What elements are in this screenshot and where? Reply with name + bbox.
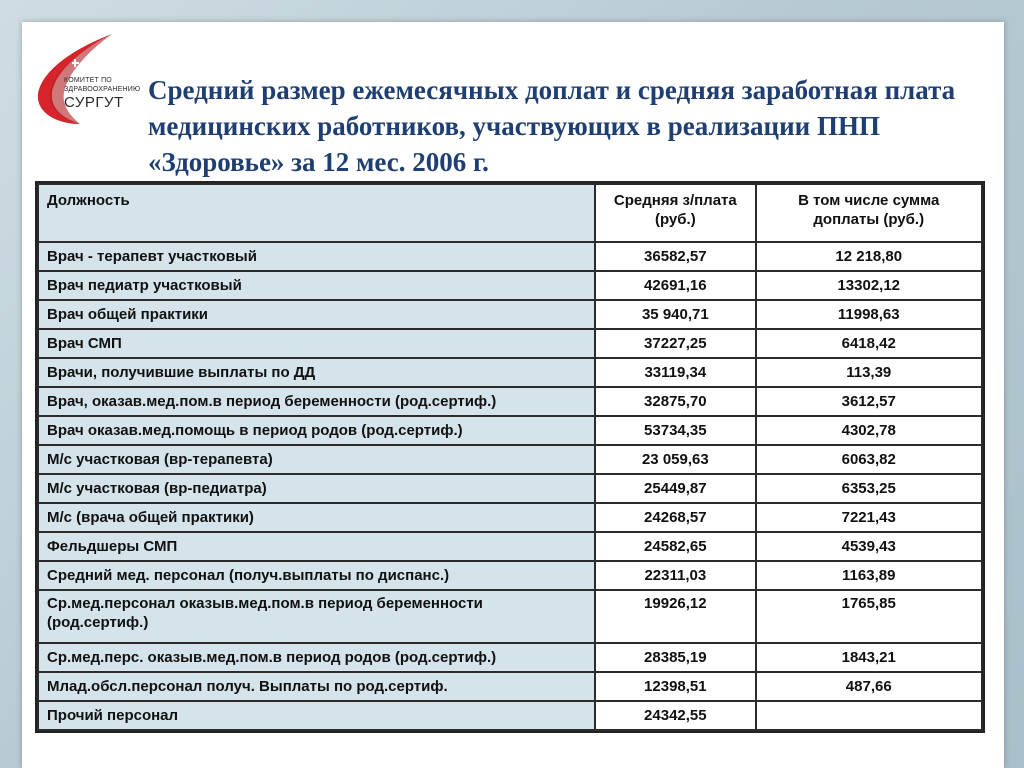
row-avg-salary: 24268,57 [595, 503, 755, 532]
row-avg-salary: 53734,35 [595, 416, 755, 445]
row-bonus: 4302,78 [756, 416, 983, 445]
row-bonus: 13302,12 [756, 271, 983, 300]
row-avg-salary: 12398,51 [595, 672, 755, 701]
table-row [38, 474, 982, 503]
row-position: Врачи, получившие выплаты по ДД [38, 358, 595, 387]
table-row [38, 416, 982, 445]
row-position: Врач, оказав.мед.пом.в период беременности (род.сертиф.) [38, 387, 595, 416]
row-bonus: 4539,43 [756, 532, 983, 561]
row-position: Врач общей практики [38, 300, 595, 329]
row-avg-salary: 36582,57 [595, 242, 755, 271]
table-header-row [38, 184, 982, 242]
row-bonus: 113,39 [756, 358, 983, 387]
row-position: Средний мед. персонал (получ.выплаты по диспанс.) [38, 561, 595, 590]
row-bonus [756, 701, 983, 730]
row-avg-salary: 42691,16 [595, 271, 755, 300]
row-avg-salary: 24582,65 [595, 532, 755, 561]
row-position: Млад.обсл.персонал получ. Выплаты по род.сертиф. [38, 672, 595, 701]
header-bonus: В том числе сумма доплаты (руб.) [756, 184, 983, 242]
table-row [38, 387, 982, 416]
row-position: Врач педиатр участковый [38, 271, 595, 300]
row-bonus: 7221,43 [756, 503, 983, 532]
row-position: Прочий персонал [38, 701, 595, 730]
table-row [38, 329, 982, 358]
row-position: М/с (врача общей практики) [38, 503, 595, 532]
table-row [38, 701, 982, 730]
page-title: Средний размер ежемесячных доплат и средняя заработная плата медицинских работников, участвующих в реализации ПНП «Здоровье» за 12 мес. 2006 г. [148, 75, 956, 177]
row-bonus: 487,66 [756, 672, 983, 701]
table-row [38, 503, 982, 532]
header-position: Должность [38, 184, 595, 242]
row-position: М/с участковая (вр-терапевта) [38, 445, 595, 474]
table-row [38, 643, 982, 672]
row-avg-salary: 19926,12 [595, 590, 755, 643]
row-avg-salary: 22311,03 [595, 561, 755, 590]
row-avg-salary: 28385,19 [595, 643, 755, 672]
row-bonus: 12 218,80 [756, 242, 983, 271]
row-avg-salary: 25449,87 [595, 474, 755, 503]
table-row [38, 590, 982, 643]
row-bonus: 11998,63 [756, 300, 983, 329]
row-bonus: 6418,42 [756, 329, 983, 358]
table-row [38, 358, 982, 387]
row-bonus: 1843,21 [756, 643, 983, 672]
table-row [38, 561, 982, 590]
row-position: Врач оказав.мед.помощь в период родов (род.сертиф.) [38, 416, 595, 445]
row-avg-salary: 24342,55 [595, 701, 755, 730]
table-row [38, 271, 982, 300]
row-avg-salary: 33119,34 [595, 358, 755, 387]
logo-line-2: ЗДРАВООХРАНЕНИЮ [64, 86, 141, 93]
row-bonus: 1765,85 [756, 590, 983, 643]
row-bonus: 6353,25 [756, 474, 983, 503]
row-position: Фельдшеры СМП [38, 532, 595, 561]
header-avg-salary: Средняя з/плата (руб.) [595, 184, 755, 242]
row-avg-salary: 23 059,63 [595, 445, 755, 474]
row-position: М/с участковая (вр-педиатра) [38, 474, 595, 503]
row-bonus: 6063,82 [756, 445, 983, 474]
row-position: Ср.мед.персонал оказыв.мед.пом.в период беременности (род.сертиф.) [38, 590, 595, 643]
table-row [38, 672, 982, 701]
salary-table [35, 181, 985, 733]
table-row [38, 445, 982, 474]
row-avg-salary: 37227,25 [595, 329, 755, 358]
logo-city: СУРГУТ [64, 94, 124, 111]
logo-text [64, 76, 140, 111]
row-avg-salary: 32875,70 [595, 387, 755, 416]
row-bonus: 1163,89 [756, 561, 983, 590]
logo-line-1: КОМИТЕТ ПО [64, 77, 112, 84]
row-avg-salary: 35 940,71 [595, 300, 755, 329]
row-position: Врач - терапевт участковый [38, 242, 595, 271]
row-bonus: 3612,57 [756, 387, 983, 416]
row-position: Врач СМП [38, 329, 595, 358]
table-row [38, 242, 982, 271]
table-row [38, 532, 982, 561]
row-position: Ср.мед.перс. оказыв.мед.пом.в период родов (род.сертиф.) [38, 643, 595, 672]
table-row [38, 300, 982, 329]
